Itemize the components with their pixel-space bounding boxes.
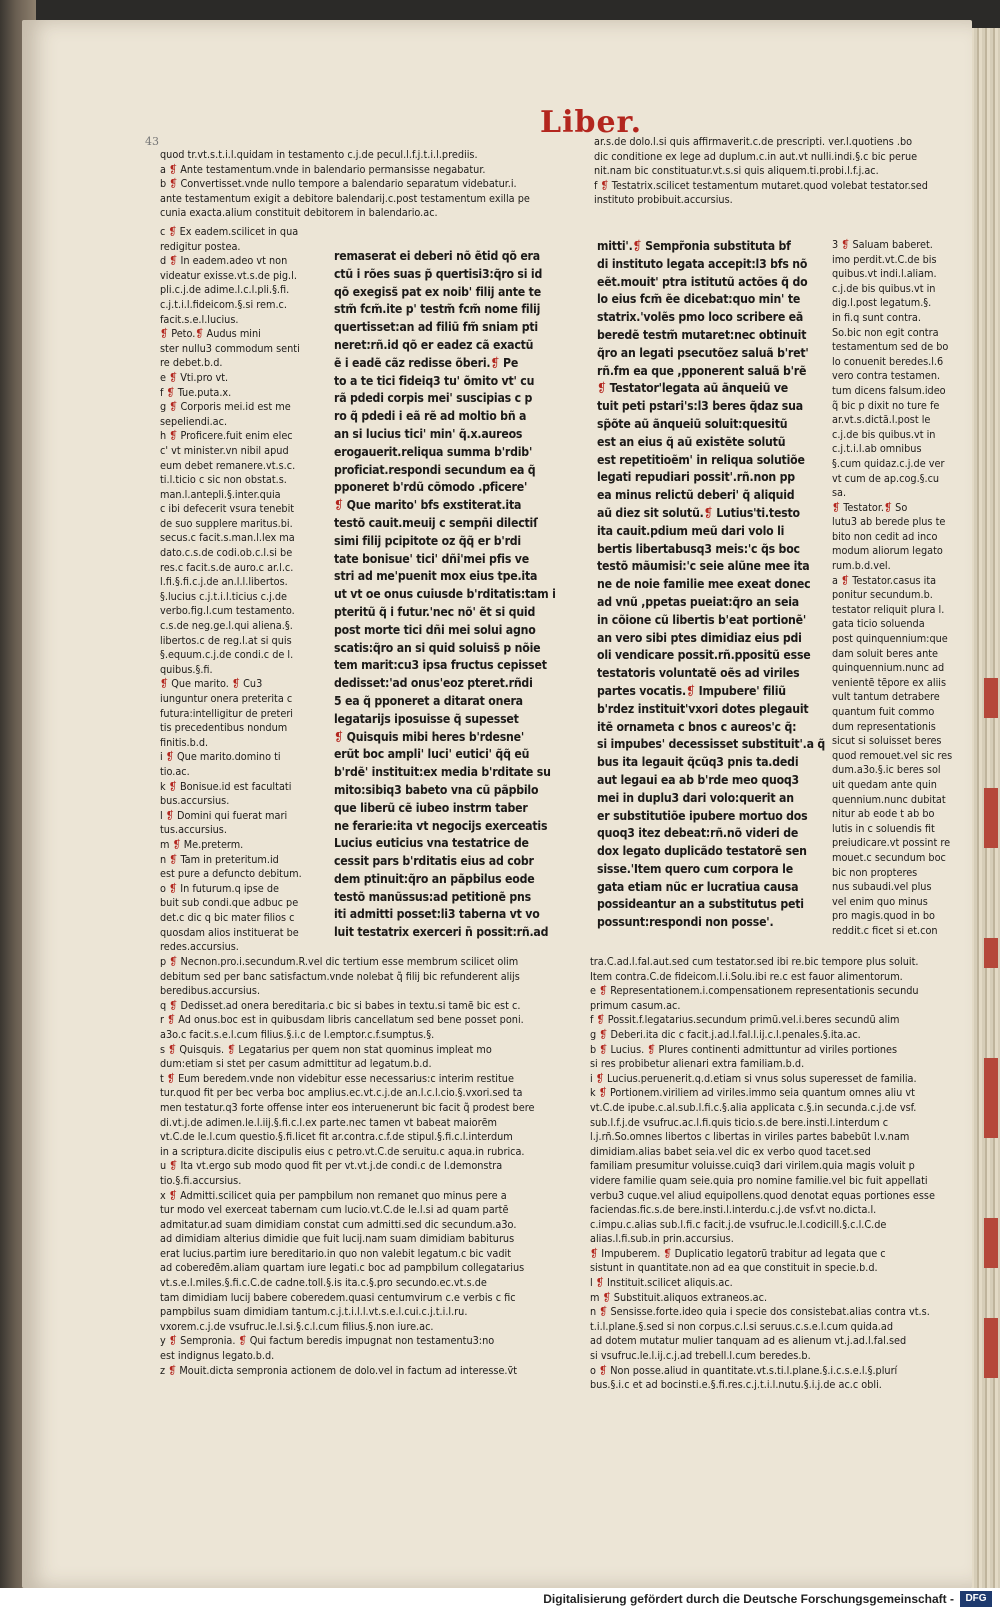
- footer-credit: Digitalisierung gefördert durch die Deutsche Forschungsgemeinschaft -: [543, 1592, 954, 1606]
- text-line: ❡ Impuberem. ❡ Duplicatio legatorũ trabitur ad legata que c: [590, 1246, 886, 1260]
- text-line: tra.C.ad.l.fal.aut.sed cum testator.sed ibi re.bic tempore plus soluit.: [590, 955, 919, 968]
- text-line: sp̃õte aũ ãnqueiũ soluit:quesitũ: [597, 416, 788, 431]
- text-line: ❡ Quisquis mibi heres b'rdesne': [334, 729, 525, 744]
- text-line: faciendas.fic.s.de bere.insti.l.interdu.c.j.de vsf.vt no.dicta.l.: [590, 1203, 877, 1217]
- text-line: f ❡ Possit.f.legatarius.secundum primũ.vel.i.beres secundũ alim: [590, 1013, 900, 1027]
- edge-mark: [984, 1218, 998, 1268]
- edge-mark: [984, 1318, 998, 1378]
- text-line: proficiat.respondi secundum ea q̃: [334, 462, 536, 477]
- text-line: c ❡ Ex eadem.scilicet in qua: [160, 225, 299, 238]
- footer-bar: [0, 1588, 1000, 1612]
- edge-marks: [980, 678, 998, 1378]
- text-line: o ❡ In futurum.q ipse de: [160, 881, 279, 895]
- text-line: p ❡ Necnon.pro.i.secundum.R.vel dic tertium esse membrum scilicet olim: [160, 955, 519, 968]
- text-line: imo perdit.vt.C.de bis: [832, 252, 937, 266]
- text-line: q̃ro an legati psecutõez saluã b'ret': [597, 345, 809, 360]
- text-line: quosdam alios instituerat be: [160, 925, 299, 939]
- text-line: tis precedentibus nondum: [160, 721, 288, 735]
- text-line: r ❡ Ad onus.boc est in quibusdam libris cancellatum sed bene posset poni.: [160, 1013, 524, 1027]
- gloss-right-column: [832, 238, 954, 950]
- text-line: vt.C.de le.l.cum questio.§.fi.licet fit ar.contra.c.f.de stipul.§.fi.c.l.interdum: [160, 1130, 513, 1144]
- text-line: venientẽ tẽpore ex aliis: [832, 675, 947, 689]
- text-line: si res probibetur alienari extra familiam.b.d.: [590, 1057, 805, 1071]
- text-line: modum aliorum legato: [832, 544, 943, 558]
- text-line: bito non cedit ad inco: [832, 529, 938, 543]
- text-line: b'rdez instituit'vxori dotes plegauit: [597, 701, 809, 716]
- text-line: lutis in c soluendis fit: [832, 821, 935, 835]
- text-line: de suo supplere maritus.bi.: [160, 516, 293, 530]
- text-line: rñ.fm ea que ,pponerent saluã b'rẽ: [597, 363, 807, 378]
- text-line: 3 ❡ Saluam baberet.: [832, 238, 933, 251]
- text-line: quibus.vt indi.l.aliam.: [832, 267, 937, 281]
- main-text-column-1: [334, 248, 592, 953]
- text-line: bertis libertabusq3 meis:'c q̃s boc: [597, 541, 800, 556]
- text-line: a3o.c facit.s.e.l.cum filius.§.i.c de l.emptor.c.f.sumptus.§.: [160, 1027, 435, 1041]
- text-line: x ❡ Admitti.scilicet quia per pampbilum non remanet quo minus pere a: [160, 1188, 507, 1202]
- text-line: rum.b.d.vel.: [832, 559, 891, 573]
- text-line: nit.nam bic constituatur.vt.s.si quis aliquem.ti.probi.l.f.j.ac.: [594, 164, 879, 178]
- text-line: pro magis.quod in bo: [832, 909, 935, 923]
- text-line: c.j.de bis quibus.vt in: [832, 427, 936, 441]
- text-line: an si lucius tici' min' q̃.x.aureos: [334, 426, 523, 441]
- text-line: men testatur.q3 forte offense inter eos interuenerunt bic facit q̃ prodest bere: [160, 1100, 535, 1114]
- text-line: n ❡ Sensisse.forte.ideo quia i specie dos consistebat.alias contra vt.s.: [590, 1305, 930, 1319]
- text-line: redes.accursius.: [160, 940, 239, 954]
- text-line: tur.quod fit per bec verba boc amplius.ec.vt.c.j.de an.l.c.l.cio.§.vxori.sed ta: [160, 1086, 523, 1100]
- text-line: bus.§.i.c et ad bocinsti.e.§.fi.res.c.j.t.i.l.nutu.§.i.j.de ac.c obli.: [590, 1378, 882, 1392]
- text-line: g ❡ Corporis mei.id est me: [160, 400, 291, 414]
- edge-mark: [984, 678, 998, 718]
- text-line: §.lucius c.j.t.i.l.ticius c.j.de: [160, 589, 288, 603]
- text-line: quennium.nunc dubitat: [832, 792, 946, 806]
- text-line: er substitutiõe ipubere mortuo dos: [597, 808, 808, 823]
- text-line: rã pdedi corpis mei' suscipias c p: [334, 391, 533, 406]
- text-line: est repetitioẽm' in reliqua solutiõe: [597, 452, 805, 467]
- main-text-column-2: [597, 238, 829, 950]
- text-line: tio.§.fi.accursius.: [160, 1173, 242, 1187]
- text-line: sisse.'Item quero cum corpora le: [597, 861, 793, 876]
- text-line: b ❡ Lucius. ❡ Plures continenti admittuntur ad viriles portiones: [590, 1042, 898, 1056]
- text-line: vxorem.c.j.de vsufruc.le.l.si.§.c.l.cum filius.§.non iure.ac.: [160, 1319, 434, 1333]
- text-line: ponitur secundum.b.: [832, 588, 933, 602]
- text-line: b ❡ Convertisset.vnde nullo tempore a balendario separatum videbatur.i.: [160, 177, 517, 191]
- text-line: bic non propteres: [832, 865, 918, 879]
- text-line: aũ diez sit solutũ.❡ Lutius'ti.testo: [597, 505, 800, 520]
- text-line: det.c dic q bic mater filios c: [160, 910, 295, 924]
- dfg-logo: DFG: [960, 1591, 992, 1607]
- text-line: ad dimidiam alterius dimidie que fuit lucij.nam suam dimidiam babiturus: [160, 1232, 515, 1246]
- text-line: m ❡ Substituit.aliquos extraneos.ac.: [590, 1290, 768, 1304]
- text-line: dig.l.post legatum.§.: [832, 296, 932, 310]
- text-line: c.impu.c.alias sub.l.fi.c facit.j.de vsufruc.le.l.codicill.§.c.l.C.de: [590, 1217, 887, 1231]
- text-line: ad vnũ ,ppetas pueiat:q̃ro an seia: [597, 594, 799, 609]
- text-line: i ❡ Que marito.domino ti: [160, 750, 281, 764]
- text-line: instituto probibuit.accursius.: [594, 193, 733, 207]
- text-line: Lucius euticius vna testatrice de: [334, 836, 529, 851]
- text-line: facit.s.e.l.lucius.: [160, 312, 239, 326]
- text-line: ar.vt.s.dictã.l.post le: [832, 413, 931, 427]
- text-line: scatis:q̃ro an si quid soluiss̃ p nõie: [334, 640, 541, 655]
- text-line: mouet.c secundum boc: [832, 850, 946, 864]
- text-line: c' vt minister.vn nibil apud: [160, 443, 289, 457]
- gloss-left-column: [160, 225, 320, 955]
- text-line: gata ticio soluenda: [832, 617, 925, 631]
- text-line: finitis.b.d.: [160, 735, 209, 749]
- text-line: vt cum de ap.cog.§.cu: [832, 471, 940, 485]
- text-line: dum:etiam si stet per casum admittitur ad legatum.b.d.: [160, 1057, 432, 1071]
- text-line: nus subaudi.vel plus: [832, 880, 932, 894]
- text-line: c.s.de neg.ge.l.qui aliena.§.: [160, 619, 293, 633]
- text-line: verbu3 cuque.vel aliud equipollens.quod denotat equas portiones esse: [590, 1188, 935, 1202]
- text-line: q ❡ Dedisset.ad onera bereditaria.c bic si babes in textu.si tamẽ bic est c.: [160, 998, 521, 1012]
- text-line: si vsufruc.le.l.ij.c.j.ad trebell.l.cum beredes.b.: [590, 1349, 811, 1363]
- text-line: l ❡ Instituit.scilicet aliquis.ac.: [590, 1276, 733, 1290]
- text-line: dic conditione ex lege ad duplum.c.in aut.vt nulli.indi.§.c bic perue: [594, 149, 918, 163]
- text-line: lo conuenit beredes.l.6: [832, 354, 944, 368]
- text-line: admitatur.ad suam dimidiam constat cum admitti.sed dic secundum.a3o.: [160, 1217, 517, 1231]
- text-line: cessit pars b'rditatis eius ad cobr: [334, 854, 534, 869]
- text-line: m ❡ Me.preterm.: [160, 837, 244, 851]
- text-line: ❡ Testator'legata aũ ãnqueiũ ve: [597, 381, 789, 396]
- text-line: que liberũ cẽ iubeo instrm taber: [334, 800, 528, 815]
- text-line: quod tr.vt.s.t.i.l.quidam in testamento c.j.de pecul.l.f.j.t.i.l.prediis.: [160, 148, 478, 161]
- text-line: stri ad me'puenit mox eius tpe.ita: [334, 569, 538, 584]
- text-line: vult tantum detrabere: [832, 690, 940, 704]
- text-line: ante testamentum exigit a debitore balendarij.c.post testamentum exilla pe: [160, 191, 530, 205]
- gloss-top-right: [594, 135, 946, 213]
- text-line: statrix.'volẽs pmo loco scribere eã: [597, 310, 804, 325]
- text-line: ar.s.de dolo.l.si quis affirmaverit.c.de prescripti. ver.l.quotiens .bo: [594, 135, 913, 148]
- text-line: debitum sed per banc satisfactum.vnde nolebat q̃ filij bic refunderent alijs: [160, 969, 520, 983]
- text-line: q̃ bic p dixit no ture fe: [832, 398, 940, 412]
- text-line: secus.c facit.s.man.l.lex ma: [160, 531, 295, 545]
- text-line: testamentum sed de bo: [832, 340, 949, 354]
- text-line: erũt boc ampli' luci' eutici' q̃q̃ eũ: [334, 747, 530, 762]
- text-line: alias.l.fi.sub.in prin.accursius.: [590, 1232, 734, 1246]
- text-line: l.fi.§.fi.c.j.de an.l.l.libertos.: [160, 575, 288, 589]
- text-line: testator reliquit plura l.: [832, 602, 945, 616]
- text-line: iunguntur onera preterita c: [160, 692, 293, 705]
- text-line: neret:rñ.id qõ er eadez cã exactũ: [334, 337, 534, 352]
- text-line: ne de noie familie mee exeat donec: [597, 577, 811, 592]
- text-line: tum dicens falsum.ideo: [832, 383, 946, 397]
- text-line: y ❡ Sempronia. ❡ Qui factum beredis impugnat non testamentu3:no: [160, 1334, 495, 1348]
- text-line: ad cobeređẽm.aliam quartam iure legati.c boc ad pampbilum collegatarius: [160, 1261, 525, 1275]
- text-line: legatarijs iposuisse q̃ supesset: [334, 711, 519, 726]
- text-line: beredẽ testm̃ mutaret:nec obtinuit: [597, 327, 807, 342]
- text-line: primum casum.ac.: [590, 998, 681, 1012]
- text-line: redigitur postea.: [160, 239, 241, 253]
- text-line: 5 ea q̃ pponeret a ditarat onera: [334, 693, 523, 708]
- text-line: possunt:respondi non posse'.: [597, 915, 774, 930]
- text-line: reddit.c ficet si et.con: [832, 923, 938, 937]
- text-line: di instituto legata accepit:l3 bfs nõ: [597, 256, 808, 271]
- text-line: dum.a3o.§.ic beres sol: [832, 763, 941, 777]
- text-line: aut legaui ea ab b'rde meo quoq3: [597, 772, 799, 787]
- text-line: ❡ Que marito' bfs exstiterat.ita: [334, 498, 522, 513]
- text-line: itẽ ornameta c bnos c aureos'c q̃:: [597, 719, 797, 734]
- text-line: dum representationis: [832, 719, 936, 733]
- text-line: post morte tici dñi mei solui agno: [334, 622, 536, 637]
- text-line: ti.l.ticio c sic non obstat.s.: [160, 473, 287, 487]
- text-line: k ❡ Portionem.viriliem ad viriles.immo seia quantum omnes aliu vt: [590, 1086, 915, 1100]
- page: [22, 20, 972, 1588]
- text-line: erogauerit.reliqua summa b'rdib': [334, 444, 533, 459]
- text-line: a ❡ Testator.casus ita: [832, 573, 937, 587]
- text-line: testõ manũssus:ad petitionẽ pns: [334, 889, 531, 904]
- text-line: possideantur an a substitutus peti: [597, 897, 804, 912]
- text-line: dam soluit beres ante: [832, 646, 939, 660]
- text-line: tur modo vel exerceat tabernam cum lucio.vt.C.de le.l.si ad quam partẽ: [160, 1203, 509, 1217]
- text-line: l.j.rñ.So.omnes libertos c libertas in viriles partes babebũt l.v.nam: [590, 1130, 910, 1144]
- text-line: post quinquennium:que: [832, 632, 948, 646]
- text-line: ad dotem mutatur mulier tanquam ad es alienum vt.j.ad.l.fal.sed: [590, 1334, 907, 1348]
- edge-mark: [984, 788, 998, 848]
- text-line: d ❡ In eadem.adeo vt non: [160, 254, 288, 268]
- text-line: res.c facit.s.de auro.c ar.l.c.: [160, 560, 294, 574]
- text-line: mito:sibiq3 babeto vna cũ pãpbilo: [334, 782, 539, 797]
- text-line: f ❡ Tue.puta.x.: [160, 385, 232, 399]
- text-line: uit quedam ante quin: [832, 777, 937, 791]
- text-line: an vero sibi ptes dimidiaz eius pdi: [597, 630, 802, 645]
- text-line: bus ita legauit q̃cũq3 pnis ta.dedi: [597, 755, 799, 770]
- text-line: vt.C.de ipube.c.al.sub.l.fi.c.§.alia applicata c.§.in secunda.c.j.de vsf.: [590, 1100, 917, 1114]
- text-line: dimidiam.alias babet seia.vel dic ex verbo quod tacet.sed: [590, 1144, 871, 1158]
- text-line: si impubes' decessisset substituit'.a q̃: [597, 737, 826, 752]
- text-line: Item contra.C.de fideicom.l.i.Solu.ibi re.c est fauor alimentorum.: [590, 969, 903, 983]
- text-line: c.j.t.i.l.ab omnibus: [832, 442, 922, 456]
- gloss-bottom-right: [590, 955, 962, 1400]
- text-line: ctũ i rões suas p̃ quertisi3:q̃ro si id: [334, 266, 543, 281]
- text-line: buit sub condi.que adbuc pe: [160, 896, 299, 910]
- text-line: quinquennium.nunc ad: [832, 661, 945, 675]
- text-line: quantum fuit commo: [832, 705, 935, 718]
- text-line: oli vendicare possit.rñ.ppositũ esse: [597, 648, 811, 663]
- text-line: ẽ i eadẽ cãz redisse õberi.❡ Pe: [334, 355, 519, 370]
- text-line: luit testatrix exerceri n̄ possit:rñ.ad: [334, 925, 549, 940]
- text-line: lutu3 ab berede plus te: [832, 515, 946, 529]
- text-line: tus.accursius.: [160, 823, 227, 837]
- text-line: dox legato duplicãdo testatorẽ sen: [597, 844, 807, 859]
- text-line: familiam presumitur voluisse.cuiq3 dari virilem.quia magis voluit p: [590, 1159, 915, 1173]
- text-line: ❡ Peto.❡ Audus mini: [160, 327, 261, 341]
- text-line: ita cauit.pdium meũ dari volo li: [597, 523, 785, 538]
- text-line: est an eius q̃ aũ existẽte solutũ: [597, 434, 786, 449]
- text-line: in fi.q sunt contra.: [832, 310, 921, 324]
- text-line: tam dimidiam lucij babere coberedem.quasi centumvirum c.e verbis c fic: [160, 1290, 516, 1304]
- text-line: ro q̃ pdedi i eã rẽ ad moltio bñ a: [334, 409, 527, 424]
- text-line: dato.c.s.de codi.ob.c.l.si be: [160, 546, 293, 560]
- text-line: man.l.antepli.§.inter.quia: [160, 487, 281, 501]
- text-line: z ❡ Mouit.dicta sempronia actionem de dolo.vel in factum ad interesse.ṽt: [160, 1363, 518, 1377]
- text-line: eum debet remanere.vt.s.c.: [160, 458, 296, 472]
- text-line: So.bic non egit contra: [832, 325, 939, 339]
- text-line: sicut si soluisset beres: [832, 734, 942, 748]
- text-line: in a scriptura.dicite discipulis eius c petro.vt.C.de seruitu.c aqua.in rubrica.: [160, 1144, 525, 1158]
- text-line: pteritũ q̃ i futur.'nec nõ' ẽt si quid: [334, 604, 536, 619]
- text-line: vt.s.e.l.miles.§.fi.c.C.de cadne.toll.§.is ita.c.§.pro secundo.ec.vt.s.de: [160, 1276, 487, 1290]
- text-line: libertos.c de reg.l.at si quis: [160, 633, 292, 647]
- text-line: c ibi defecerit vsura tenebit: [160, 502, 295, 516]
- text-line: c.j.t.i.l.fideicom.§.si rem.c.: [160, 297, 287, 311]
- text-line: quod remouet.vel sic res: [832, 748, 953, 762]
- text-line: in cõione cũ libertis b'eat portionẽ': [597, 612, 807, 627]
- text-line: g ❡ Deberi.ita dic c facit.j.ad.l.fal.l.ij.c.l.penales.§.ita.ac.: [590, 1027, 861, 1041]
- text-line: n ❡ Tam in preteritum.id: [160, 852, 279, 866]
- text-line: c.j.de bis quibus.vt in: [832, 281, 936, 295]
- text-line: bus.accursius.: [160, 794, 230, 808]
- text-line: gata etiam nũc er lucratiua causa: [597, 879, 799, 894]
- gloss-bottom-left: [160, 955, 580, 1400]
- text-line: l ❡ Domini qui fuerat mari: [160, 808, 288, 822]
- text-line: o ❡ Non posse.aliud in quantitate.vt.s.ti.l.plane.§.i.c.s.e.l.§.plurí: [590, 1363, 898, 1377]
- text-line: e ❡ Representationem.i.compensationem representationis secundu: [590, 984, 919, 998]
- text-line: verbo.fig.l.cum testamento.: [160, 604, 295, 618]
- text-line: e ❡ Vti.pro vt.: [160, 370, 229, 384]
- text-line: mitti'.❡ Sempr̃onia substituta bf: [597, 239, 791, 253]
- text-line: ne ferarie:ita vt negocijs exerceatis: [334, 818, 548, 833]
- text-line: eẽt.mouit' ptra istitutũ actões q̃ do: [597, 274, 808, 289]
- text-line: partes vocatis.❡ Impubere' filiũ: [597, 683, 786, 698]
- text-line: a ❡ Ante testamentum.vnde in balendario permansisse negabatur.: [160, 162, 486, 176]
- text-line: futura:intelligitur de preteri: [160, 706, 294, 720]
- edge-mark: [984, 1058, 998, 1138]
- text-line: iti admitti posset:li3 taberna vt vo: [334, 907, 540, 922]
- folio-mark: 43: [145, 135, 159, 148]
- text-line: h ❡ Proficere.fuit enim elec: [160, 429, 293, 443]
- text-line: s ❡ Quisquis. ❡ Legatarius per quem non stat quominus impleat mo: [160, 1042, 492, 1056]
- text-line: est indignus legato.b.d.: [160, 1349, 275, 1363]
- text-line: k ❡ Bonisue.id est facultati: [160, 779, 292, 793]
- text-line: b'rdẽ' instituit:ex media b'rditate su: [334, 765, 551, 780]
- text-line: remaserat ei deberi nõ ẽtid qõ era: [334, 249, 540, 263]
- text-line: stm̃ fcm̃.ite p' testm̃ fcm̃ nome filij: [334, 302, 541, 317]
- text-line: tate bonisue' tici' dñi'mei pfis ve: [334, 551, 529, 566]
- text-line: re debet.b.d.: [160, 356, 223, 370]
- edge-mark: [984, 938, 998, 968]
- text-line: videre familie quam seie.quia pro nomine familie.vel bic fuit appellati: [590, 1173, 928, 1187]
- text-line: ❡ Que marito. ❡ Cu3: [160, 677, 263, 691]
- text-line: ut vt oe onus cuiusde b'rditatis:tam i: [334, 587, 556, 602]
- text-line: ❡ Testator.❡ So: [832, 500, 908, 514]
- text-line: quoq3 itez debeat:rñ.nõ videri de: [597, 826, 799, 841]
- text-line: qõ exegiss̃ pat ex noib' filij ante te: [334, 284, 541, 299]
- text-line: sa.: [832, 486, 847, 500]
- text-line: quertisset:an ad filiũ fm̃ sniam pti: [334, 320, 538, 335]
- text-line: t ❡ Eum beredem.vnde non videbitur esse necessarius:c interim restitue: [160, 1071, 514, 1085]
- text-line: est pure a defuncto debitum.: [160, 867, 302, 881]
- text-line: lo eius fcm̃ ẽe dicebat:quo min' te: [597, 292, 801, 307]
- text-line: pampbilus suam dimidiam tantum.c.j.t.i.l.l.vt.s.e.l.cui.c.j.t.i.l.ru.: [160, 1305, 468, 1319]
- text-line: erat lucius.partim iure bereditario.in quo non valebit legatum.c bic vadit: [160, 1246, 512, 1260]
- text-line: dedisset:'ad onus'eoz pteret.rñdi: [334, 676, 533, 691]
- text-line: f ❡ Testatrix.scilicet testamentum mutaret.quod volebat testator.sed: [594, 178, 928, 192]
- text-line: cunia exacta.alium constituit debitorem in balendario.ac.: [160, 206, 438, 220]
- text-line: di.vt.j.de adimen.le.l.iij.§.fi.c.l.ex parte.nec tamen vt babeat maiorẽm: [160, 1115, 498, 1129]
- text-line: videatur exisse.vt.s.de pig.l.: [160, 268, 297, 282]
- text-line: pli.c.j.de adime.l.c.l.pli.§.fi.: [160, 283, 290, 297]
- text-line: tem marit:cu3 ipsa fructus cepisset: [334, 658, 547, 673]
- text-line: pponeret b'rdũ cõmodo .pficere': [334, 480, 528, 495]
- text-line: ster nullu3 commodum senti: [160, 341, 300, 355]
- text-line: nitur ab eode t ab bo: [832, 807, 935, 821]
- text-line: testõ mãumisi:'c seie alũne mee ita: [597, 559, 810, 574]
- text-line: beredibus.accursius.: [160, 984, 261, 998]
- text-line: to a te tici fideiq3 tu' õmito vt' cu: [334, 373, 535, 388]
- text-line: sepeliendi.ac.: [160, 414, 228, 428]
- text-line: testõ cauit.meuij c sempñi dilectiſ: [334, 515, 538, 530]
- text-line: §.equum.c.j.de condi.c de l.: [160, 648, 294, 662]
- text-line: sub.l.f.j.de vsufruc.ac.l.fi.quis ticio.s.de bere.insti.l.interdum c: [590, 1115, 889, 1129]
- text-line: tuit peti pstari's:l3 beres q̃daz sua: [597, 399, 803, 414]
- text-line: legati repudiari possit'.rñ.non pp: [597, 470, 795, 485]
- text-line: preiudicare.vt possint re: [832, 836, 951, 850]
- text-line: vel enim quo minus: [832, 894, 928, 908]
- text-line: tio.ac.: [160, 764, 190, 778]
- text-line: mei in duplu3 dari volo:querit an: [597, 790, 794, 805]
- text-line: u ❡ Ita vt.ergo sub modo quod fit per vt.vt.j.de condi.c de l.demonstra: [160, 1159, 503, 1173]
- text-line: quibus.§.fi.: [160, 662, 213, 676]
- text-line: §.cum quidaz.c.j.de ver: [832, 456, 945, 470]
- text-line: dem ptinuit:q̃ro an pãpbilus eode: [334, 871, 535, 886]
- running-head: Liber.: [540, 105, 643, 140]
- text-line: testatoris voluntatẽ oẽs ad viriles: [597, 666, 800, 681]
- text-line: ea minus relictũ deberi' q̃ aliquid: [597, 488, 795, 503]
- text-line: t.i.l.plane.§.sed si non corpus.c.l.si seruus.c.s.e.l.cum quida.ad: [590, 1319, 894, 1333]
- text-line: sistunt in quantitate.non ad ea que constituit in specie.b.d.: [590, 1261, 878, 1275]
- text-line: i ❡ Lucius.peruenerit.q.d.etiam si vnus solus superesset de familia.: [590, 1071, 917, 1085]
- text-line: simi filij pcipitote oz q̃q̃ er b'rdi: [334, 533, 521, 548]
- text-line: vero contra testamen.: [832, 369, 941, 383]
- gloss-top-left: [160, 148, 580, 226]
